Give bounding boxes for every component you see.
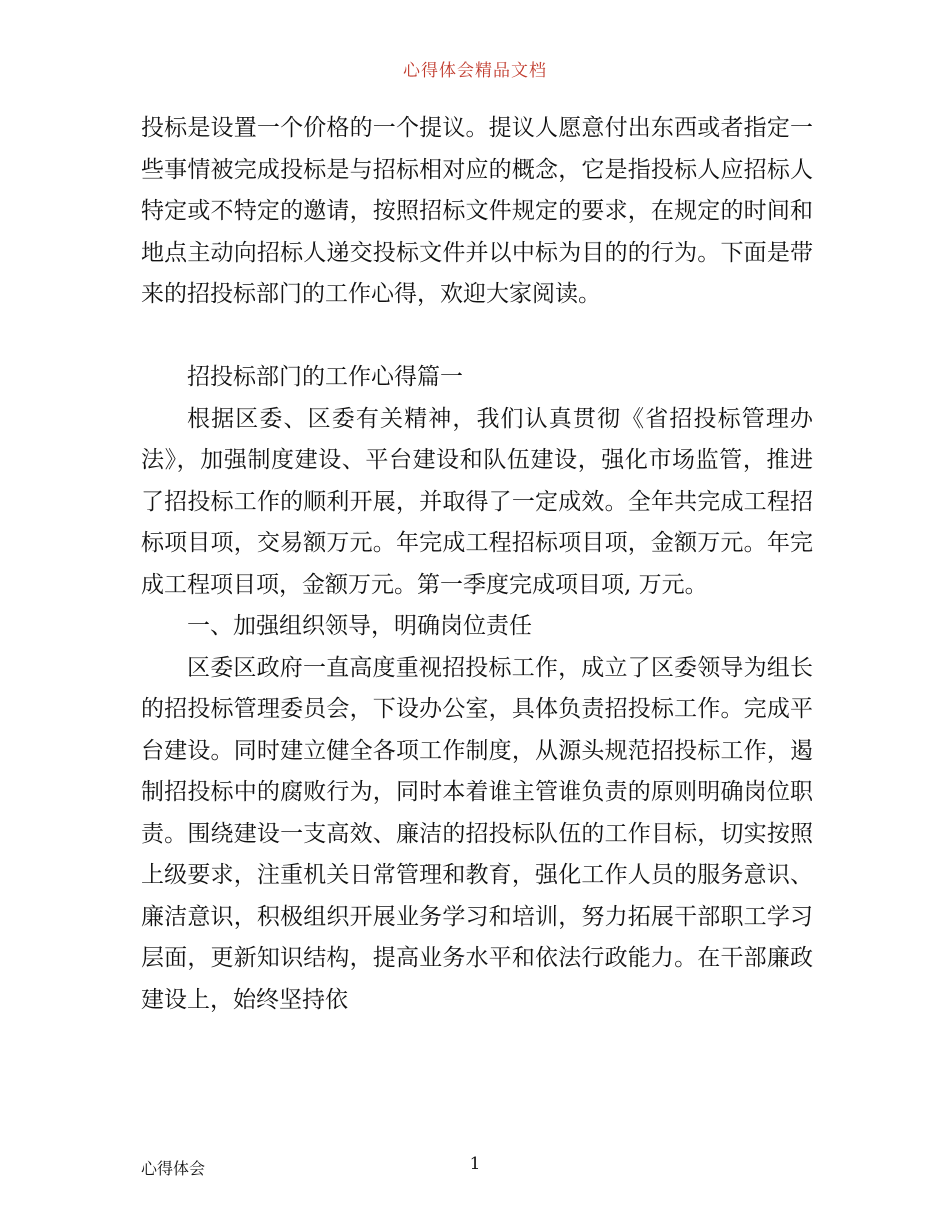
footer-label: 心得体会: [141, 1159, 206, 1178]
body-paragraph-2: 区委区政府一直高度重视招投标工作，成立了区委领导为组长的招投标管理委员会，下设办公室，具体负责招投标工作。完成平台建设。同时建立健全各项工作制度，从源头规范招投标工作，遏制招投标中的腐败行为，同时本着谁主管谁负责的原则明确岗位职责。围绕建设一支高效、廉洁的招投标队伍的工作目标，切实按照上级要求，注重机关日常管理和教育，强化工作人员的服务意识、廉洁意识，积极组织开展业务学习和培训，努力拓展干部职工学习层面，更新知识结构，提高业务水平和依法行政能力。在干部廉政建设上，始终坚持依: [141, 654, 813, 1013]
section-title: 招投标部门的工作心得篇一: [187, 364, 463, 390]
document-body: [141, 108, 813, 1021]
paragraph-spacer: [141, 316, 813, 358]
section-heading-1: 一、加强组织领导，明确岗位责任: [187, 613, 532, 639]
intro-paragraph: 投标是设置一个价格的一个提议。提议人愿意付出东西或者指定一些事情被完成投标是与招标相对应的概念，它是指投标人应招标人特定或不特定的邀请，按照招标文件规定的要求，在规定的时间和地点主动向招标人递交投标文件并以中标为目的的行为。下面是带来的招投标部门的工作心得，欢迎大家阅读。: [141, 115, 813, 307]
page-header-title: 心得体会精品文档: [403, 61, 547, 81]
body-paragraph-1: 根据区委、区委有关精神，我们认真贯彻《省招投标管理办法》，加强制度建设、平台建设和队伍建设，强化市场监管，推进了招投标工作的顺利开展，并取得了一定成效。全年共完成工程招标项目项，交易额万元。年完成工程招标项目项，金额万元。年完成工程项目项，金额万元。第一季度完成项目项, 万元。: [141, 405, 813, 598]
footer-page-number: 1: [469, 1154, 481, 1174]
